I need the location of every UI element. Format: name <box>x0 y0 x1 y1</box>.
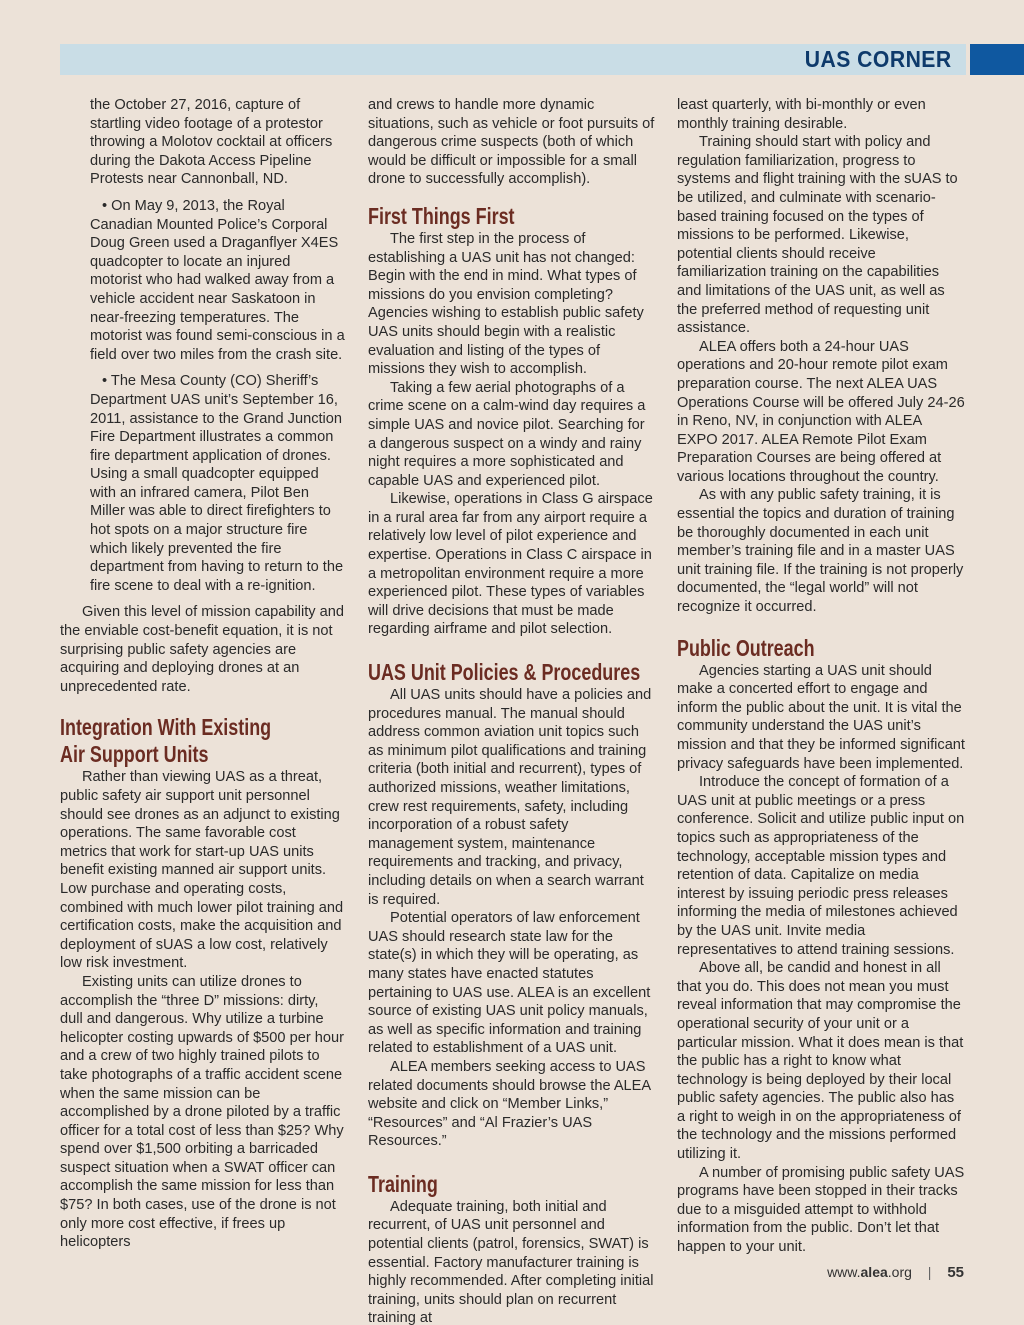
body-paragraph: Above all, be candid and honest in all that you do. This does not mean you must reveal information that may compromise the operational security of your unit or a particular mission. What it does mean is that the public has a right to know what technology is being deployed by their local public safety agencies. The public also has a right to weigh in on the appropriateness of the technology and the missions performed utilizing it. <box>677 960 964 1163</box>
body-paragraph: As with any public safety training, it is essential the topics and duration of training be thoroughly documented in each unit member’s training file and in a master UAS unit training file. If the training is not properly documented, the “legal world” will not recognize it occurred. <box>677 487 964 616</box>
section-heading: UAS Unit Policies & Procedures <box>368 659 641 686</box>
body-paragraph: and crews to handle more dynamic situations, such as vehicle or foot pursuits of dangerous crime suspects (both of which would be difficult or impossible for a small drone to successfully accomplish). <box>368 97 655 188</box>
body-paragraph: Adequate training, both initial and recurrent, of UAS unit personnel and potential clients (patrol, forensics, SWAT) is essential. Factory manufacturer training is highly recommended. After completing initial training, units should plan on recurrent training at <box>368 1198 654 1325</box>
body-paragraph: ALEA members seeking access to UAS related documents should browse the ALEA website and click on “Member Links,” “Resources” and “Al Frazier’s UAS Resources.” <box>368 1058 651 1150</box>
body-paragraph: Given this level of mission capability and the enviable cost-benefit equation, it is not surprising public safety agencies are acquiring and deploying drones at an unprecedented rate. <box>60 604 345 695</box>
website-link[interactable] <box>827 1264 912 1280</box>
section-heading: Integration With Existing <box>60 714 272 741</box>
column-2 <box>368 96 656 1325</box>
column-3 <box>677 96 965 1257</box>
body-paragraph: ALEA offers both a 24-hour UAS operations and 20-hour remote pilot exam preparation course. The next ALEA UAS Operations Course will be offered July 24-26 in Reno, NV, in conjunction with ALEA EXPO 2017. ALEA Remote Pilot Exam Preparation Courses are being offered at various locations throughout the country. <box>677 338 965 485</box>
section-heading: First Things First <box>368 202 515 229</box>
column-1 <box>60 96 345 1252</box>
body-paragraph: Existing units can utilize drones to accomplish the “three D” missions: dirty, dull and dangerous. Why utilize a turbine helicopter costing upwards of $500 per hour and a crew of two highly trained pilots to take photographs of a traffic accident scene when the same mission can be accomplished by a drone piloted by a traffic officer for a total cost of less than $25? Why spend over $1,500 orbiting a barricaded suspect situation when a SWAT officer can accomplish the same mission for less than $75? In both cases, use of the drone is not only more cost effective, if frees up helicopters <box>60 973 344 1251</box>
website-name: alea <box>860 1264 888 1280</box>
body-paragraph: Taking a few aerial photographs of a crime scene on a calm-wind day requires a simple UAS and novice pilot. Searching for a dangerous suspect on a windy and rainy night requires a more sophisticated and capable UAS and experienced pilot. <box>368 379 646 489</box>
body-paragraph: Potential operators of law enforcement UAS should research state law for the state(s) in which they will be operating, as many states have enacted statutes pertaining to UAS use. ALEA is an excellent source of existing UAS unit policy manuals, as well as specific information and training related to establishment of a UAS unit. <box>368 910 651 1057</box>
body-paragraph: All UAS units should have a policies and procedures manual. The manual should address common aviation unit topics such as minimum pilot qualifications and training criteria (both initial and recurrent), types of authorized missions, weather limitations, crew rest requirements, safety, including incorporation of a robust safety management system, maintenance requirements and tracking, and privacy, including details on when a search warrant is required. <box>368 687 652 908</box>
footer-separator: | <box>927 1264 932 1280</box>
body-paragraph: Introduce the concept of formation of a UAS unit at public meetings or a press conference. Solicit and utilize public input on topics such as appropriateness of the technology, acceptable mission types and retention of data. Capitalize on media interest by issuing periodic press releases informing the media of milestones achieved by the UAS unit. Invite media representatives to attend training sessions. <box>677 774 965 958</box>
website-prefix: www. <box>827 1264 861 1280</box>
section-heading: Air Support Units <box>60 741 209 768</box>
body-paragraph: A number of promising public safety UAS programs have been stopped in their tracks due to a misguided attempt to withhold information from the public. Don’t let that happen to your unit. <box>677 1164 965 1256</box>
header-accent-square <box>970 44 1024 75</box>
bullet-item: • On May 9, 2013, the Royal Canadian Mounted Police’s Corporal Doug Green used a Draganflyer X4ES quadcopter to locate an injured motorist who had walked away from a vehicle accident near Saskatoon in near-freezing temperatures. The motorist was found semi-conscious in a field over two miles from the crash site. <box>90 197 345 363</box>
section-title: UAS CORNER <box>805 46 952 72</box>
body-paragraph: the October 27, 2016, capture of startling video footage of a protestor throwing a Molotov cocktail at officers during the Dakota Access Pipeline Protests near Cannonball, ND. <box>90 97 333 188</box>
page-number: 55 <box>947 1264 964 1281</box>
body-paragraph: Rather than viewing UAS as a threat, public safety air support unit personnel should see drones as an adjunct to existing operations. The same favorable cost metrics that work for start-up UAS units benefit existing manned air support units. Low purchase and operating costs, combined with much lower pilot training and certification costs, make the acquisition and deployment of sUAS a low cost, relatively low risk investment. <box>60 769 344 972</box>
section-heading: Training <box>368 1170 438 1197</box>
section-heading: Public Outreach <box>677 634 815 661</box>
bullet-item: • The Mesa County (CO) Sheriff’s Department UAS unit’s September 16, 2011, assistance to the Grand Junction Fire Department illustrates a common fire department application of drones. Using a small quadcopter equipped with an infrared camera, Pilot Ben Miller was able to direct firefighters to hot spots on a major structure fire which likely prevented the fire department from having to return to the fire scene to deal with a re-ignition. <box>90 373 344 594</box>
body-paragraph: The first step in the process of establishing a UAS unit has not changed: Begin with the end in mind. What types of missions do you envision completing? Agencies wishing to establish public safety UAS units should begin with a realistic evaluation and listing of the types of missions they wish to accomplish. <box>368 230 644 378</box>
body-paragraph: least quarterly, with bi-monthly or even monthly training desirable. <box>677 97 926 132</box>
body-paragraph: Training should start with policy and regulation familiarization, progress to systems and flight training with the sUAS to be utilized, and culminate with scenario-based training focused on the types of missions to be performed. Likewise, potential clients should receive familiarization training on the capabilities and limitations of the UAS unit, as well as the preferred method of requesting unit assistance. <box>677 134 958 337</box>
body-paragraph: Agencies starting a UAS unit should make a concerted effort to engage and inform the public about the unit. It is vital the community understand the UAS unit’s mission and that they be informed significant privacy safeguards have been implemented. <box>677 662 965 772</box>
website-suffix: .org <box>887 1264 912 1280</box>
page-footer <box>827 1264 964 1281</box>
body-paragraph: Likewise, operations in Class G airspace in a rural area far from any airport require a relatively low level of pilot experience and expertise. Operations in Class C airspace in a metropolitan environment require a more experienced pilot. These types of variables will drive decisions that must be made regarding airframe and pilot selection. <box>368 491 653 638</box>
